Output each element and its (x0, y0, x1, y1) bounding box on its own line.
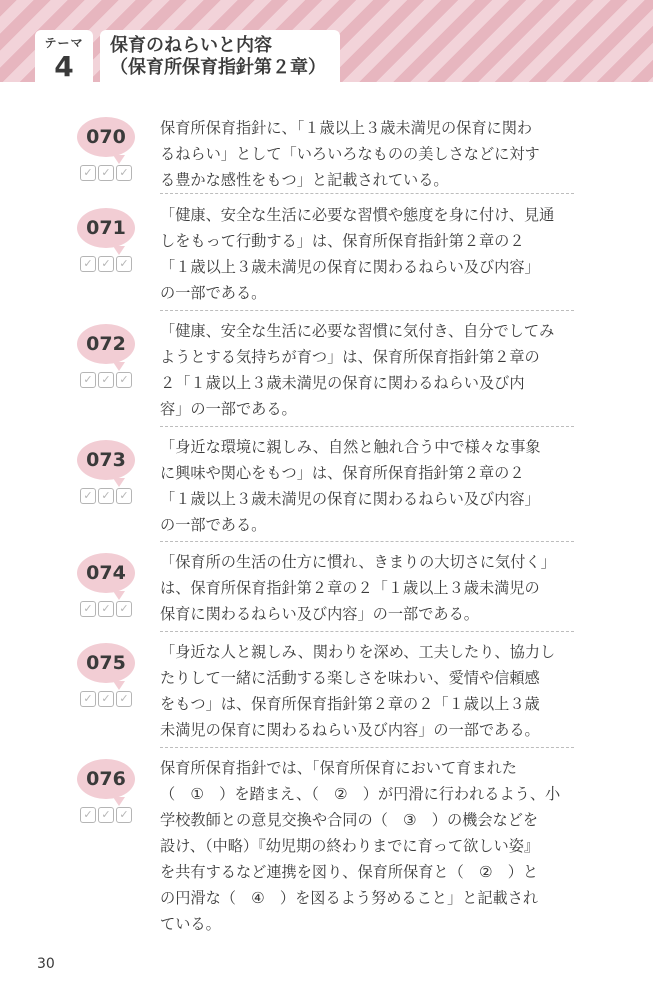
check-icon[interactable]: ✓ (116, 372, 132, 388)
check-icon[interactable]: ✓ (98, 691, 114, 707)
theme-badge (35, 30, 93, 86)
question-line: 「健康、安全な生活に必要な習慣に気付き、自分でしてみ (160, 322, 555, 340)
check-icon[interactable]: ✓ (116, 807, 132, 823)
check-icon[interactable]: ✓ (116, 691, 132, 707)
check-icon[interactable]: ✓ (116, 256, 132, 272)
question-line: 容」の一部である。 (160, 400, 297, 418)
question-line: の円滑な（ ④ ）を図るよう努めること」と記載され (160, 889, 539, 907)
theme-number: 4 (54, 50, 74, 83)
question-number-badge: 070 (77, 117, 135, 157)
check-icon[interactable]: ✓ (116, 165, 132, 181)
question-text (160, 434, 580, 538)
question-line: に興味や関心をもつ」は、保育所保育指針第２章の２ (160, 464, 525, 482)
question-text (160, 639, 580, 743)
checkbox-group (80, 165, 132, 181)
question-line: 未満児の保育に関わるねらい及び内容」の一部である。 (160, 721, 540, 739)
question-line: ようとする気持ちが育つ」は、保育所保育指針第２章の (160, 348, 540, 366)
checkbox-group (80, 601, 132, 617)
question-line: る豊かな感性をもつ」と記載されている。 (160, 171, 449, 189)
check-icon[interactable]: ✓ (80, 807, 96, 823)
question-text (160, 318, 580, 422)
divider (160, 747, 574, 748)
question-line: の一部である。 (160, 284, 267, 302)
check-icon[interactable]: ✓ (80, 601, 96, 617)
divider (160, 541, 574, 542)
question-line: 保育所保育指針に、「１歳以上３歳未満児の保育に関わ (160, 119, 533, 137)
check-icon[interactable]: ✓ (98, 256, 114, 272)
checkbox-group (80, 807, 132, 823)
check-icon[interactable]: ✓ (98, 488, 114, 504)
check-icon[interactable]: ✓ (80, 691, 96, 707)
question-number-badge: 071 (77, 208, 135, 248)
check-icon[interactable]: ✓ (80, 165, 96, 181)
question-line: 保育所保育指針では、「保育所保育において育まれた (160, 759, 517, 777)
question-line: たりして一緒に活動する楽しさを味わい、愛情や信頼感 (160, 669, 540, 687)
question-text (160, 115, 580, 193)
question-text (160, 202, 580, 306)
question-number-badge: 075 (77, 643, 135, 683)
checkbox-group (80, 372, 132, 388)
divider (160, 631, 574, 632)
page-number: 30 (37, 956, 55, 972)
question-line: をもつ」は、保育所保育指針第２章の２「１歳以上３歳 (160, 695, 540, 713)
checkbox-group (80, 256, 132, 272)
page-title (100, 30, 340, 82)
check-icon[interactable]: ✓ (98, 807, 114, 823)
question-line: 「身近な環境に親しみ、自然と触れ合う中で様々な事象 (160, 438, 541, 456)
title-line-1: 保育のねらいと内容 (110, 35, 272, 56)
question-line: るねらい」として「いろいろなものの美しさなどに対す (160, 145, 540, 163)
question-line: ている。 (160, 915, 221, 933)
question-line: 「健康、安全な生活に必要な習慣や態度を身に付け、見通 (160, 206, 555, 224)
checkbox-group (80, 488, 132, 504)
question-line: （ ① ）を踏まえ、（ ② ）が円滑に行われるよう、小 (160, 785, 561, 803)
question-line: は、保育所保育指針第２章の２「１歳以上３歳未満児の (160, 579, 540, 597)
question-line: 「１歳以上３歳未満児の保育に関わるねらい及び内容」 (160, 258, 540, 276)
question-text (160, 755, 580, 937)
question-line: しをもって行動する」は、保育所保育指針第２章の２ (160, 232, 525, 250)
question-number-badge: 072 (77, 324, 135, 364)
check-icon[interactable]: ✓ (98, 372, 114, 388)
question-text (160, 549, 580, 627)
check-icon[interactable]: ✓ (98, 165, 114, 181)
question-number-badge: 074 (77, 553, 135, 593)
question-line: ２「１歳以上３歳未満児の保育に関わるねらい及び内 (160, 374, 525, 392)
checkbox-group (80, 691, 132, 707)
question-number-badge: 073 (77, 440, 135, 480)
check-icon[interactable]: ✓ (80, 488, 96, 504)
check-icon[interactable]: ✓ (80, 372, 96, 388)
question-line: 保育に関わるねらい及び内容」の一部である。 (160, 605, 479, 623)
question-line: を共有するなど連携を図り、保育所保育と（ ② ）と (160, 863, 539, 881)
question-line: 「保育所の生活の仕方に慣れ、きまりの大切さに気付く」 (160, 553, 556, 571)
check-icon[interactable]: ✓ (116, 601, 132, 617)
question-line: 設け、（中略）『幼児期の終わりまでに育って欲しい姿』 (160, 837, 540, 855)
title-line-2: （保育所保育指針第２章） (110, 57, 326, 78)
divider (160, 426, 574, 427)
check-icon[interactable]: ✓ (116, 488, 132, 504)
check-icon[interactable]: ✓ (80, 256, 96, 272)
question-line: 学校教師との意見交換や合同の（ ③ ）の機会などを (160, 811, 539, 829)
check-icon[interactable]: ✓ (98, 601, 114, 617)
question-line: 「１歳以上３歳未満児の保育に関わるねらい及び内容」 (160, 490, 540, 508)
divider (160, 310, 574, 311)
divider (160, 193, 574, 194)
question-line: の一部である。 (160, 516, 267, 534)
theme-label: テーマ (44, 36, 84, 50)
question-number-badge: 076 (77, 759, 135, 799)
question-line: 「身近な人と親しみ、関わりを深め、工夫したり、協力し (160, 643, 556, 661)
